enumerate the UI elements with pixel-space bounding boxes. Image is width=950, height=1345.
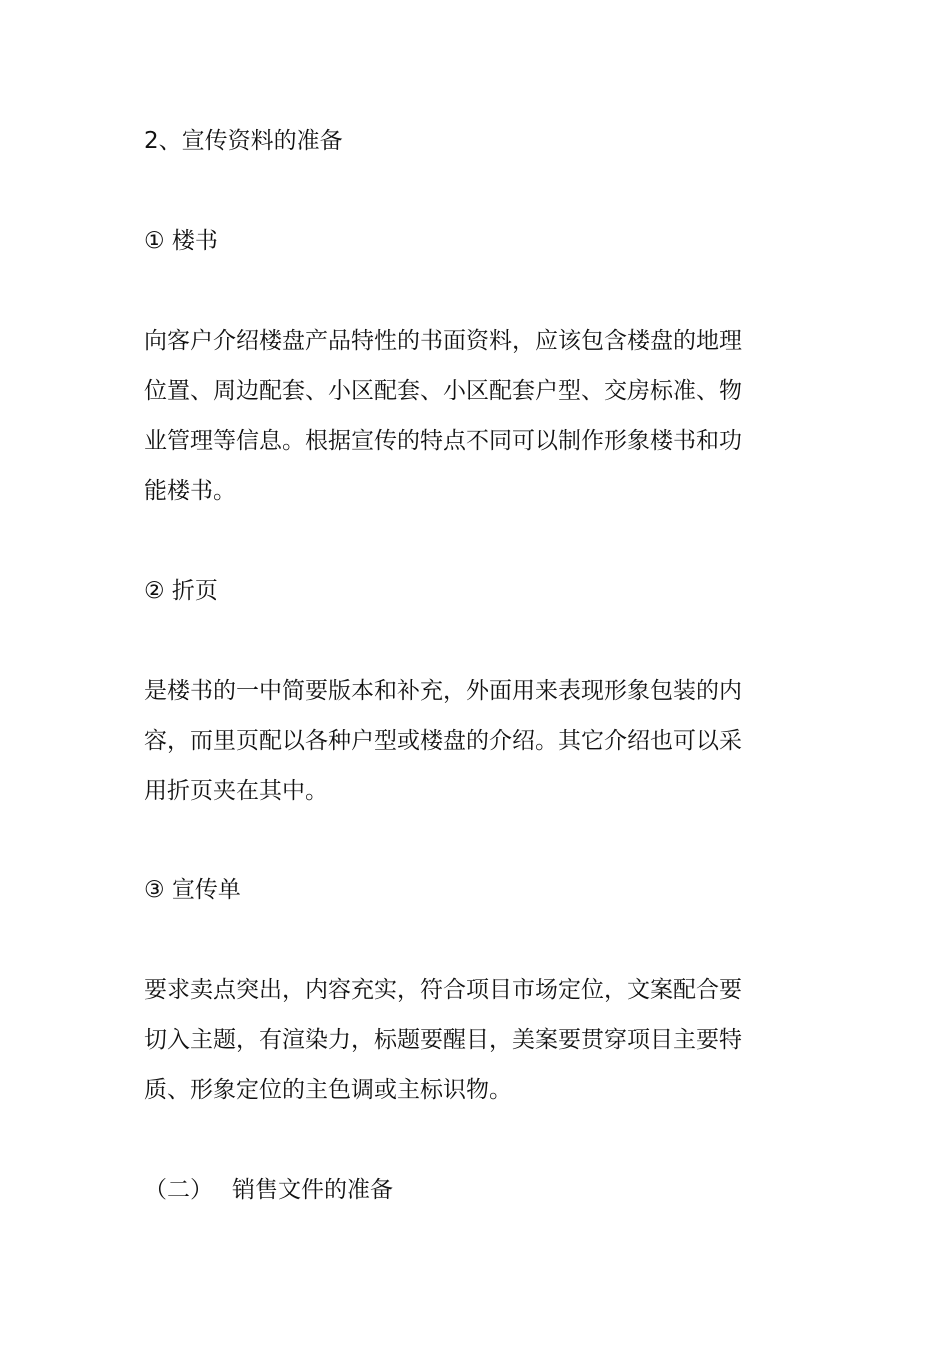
body-line: 能楼书。 xyxy=(144,478,236,504)
body-line: 是楼书的一中简要版本和补充，外面用来表现形象包装的内 xyxy=(144,678,742,704)
body-line: 位置、周边配套、小区配套、小区配套户型、交房标准、物 xyxy=(144,378,742,404)
item-heading-fold: ② 折页 xyxy=(144,578,218,604)
body-line: 容，而里页配以各种户型或楼盘的介绍。其它介绍也可以采 xyxy=(144,728,742,754)
body-line: 切入主题，有渲染力，标题要醒目，美案要贯穿项目主要特 xyxy=(144,1027,742,1053)
item-body-flyer xyxy=(144,965,744,1115)
item-body-brochure xyxy=(144,316,744,516)
body-line: 业管理等信息。根据宣传的特点不同可以制作形象楼书和功 xyxy=(144,428,742,454)
item-body-fold xyxy=(144,666,744,816)
body-line: 向客户介绍楼盘产品特性的书面资料，应该包含楼盘的地理 xyxy=(144,328,742,354)
next-section-heading xyxy=(144,1165,393,1215)
item-heading-brochure: ① 楼书 xyxy=(144,228,218,254)
body-line: 要求卖点突出，内容充实，符合项目市场定位，文案配合要 xyxy=(144,977,742,1003)
next-section-number: （二） xyxy=(144,1177,213,1203)
body-line: 用折页夹在其中。 xyxy=(144,778,328,804)
section-title: 2、宣传资料的准备 xyxy=(144,128,343,154)
item-heading-flyer: ③ 宣传单 xyxy=(144,877,241,903)
body-line: 质、形象定位的主色调或主标识物。 xyxy=(144,1077,512,1103)
next-section-title: 销售文件的准备 xyxy=(232,1177,393,1203)
